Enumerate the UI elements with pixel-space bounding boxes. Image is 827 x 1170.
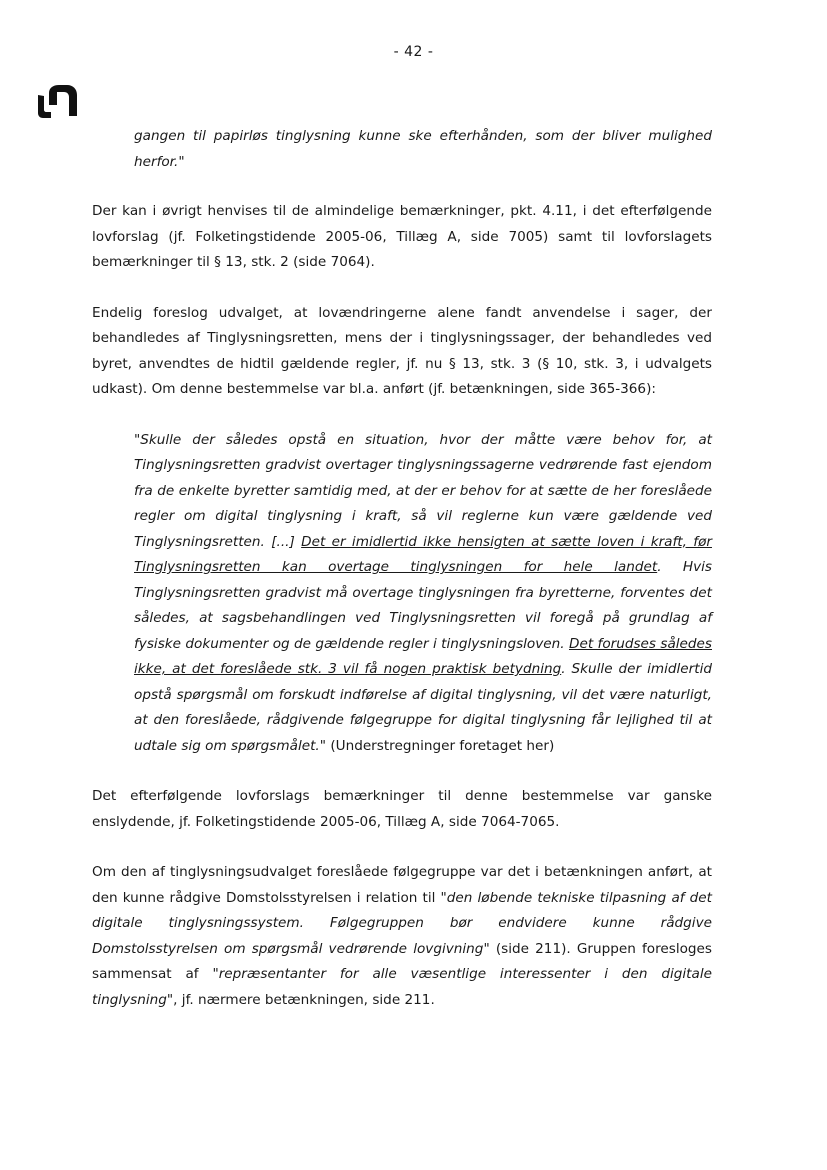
page-number: - 42 -: [393, 44, 434, 60]
document-body: [92, 124, 712, 1038]
paragraph-committee-proposal: Endelig foreslog udvalget, at lovændringerne alene fandt anvendelse i sager, der behandledes af Tinglysningsretten, mens der i tinglysningssager, der behandledes ved byret, anvendtes de hidtil gældende regler, jf. nu § 13, stk. 3 (§ 10, stk. 3, i udvalgets udkast). Om denne bestemmelse var bl.a. anført (jf. betænkningen, side 365-366):: [92, 304, 712, 397]
paragraph-follow-up-group: [92, 860, 712, 1013]
quote-underlined-2: Det forudses således ikke, at det foreslåede stk. 3 vil få nogen praktisk betydning: [134, 635, 712, 677]
para4-text-3: ", jf. nærmere betænkningen, side 211.: [166, 991, 435, 1008]
para4-quote-1: den løbende tekniske tilpasning af det digitale tinglysningssystem. Følgegruppen bør endvidere kunne rådgive Domstolsstyrelsen om spørgsmål vedrørende lovgivning: [92, 889, 713, 957]
quote-continuation: gangen til papirløs tinglysning kunne ske efterhånden, som der bliver mulighed herfor.": [134, 128, 712, 170]
block-quote-report: [92, 428, 712, 760]
para4-text-2: " (side 211). Gruppen foresloges sammensat af ": [92, 940, 712, 982]
quote-underlined-1: Det er imidlertid ikke hensigten at sætte loven i kraft, før Tinglysningsretten kan overtage tinglysningen for hele landet: [134, 533, 712, 575]
quote-close-note: " (Understregninger foretaget her): [319, 737, 555, 754]
document-logo-icon: [35, 83, 79, 119]
quote-text-2: . Hvis Tinglysningsretten gradvist må overtage tinglysningen fra byretterne, forventes det således, at sagsbehandlingen ved Tinglysningsretten vil foregå på grundlag af fysiske dokumenter og de gældende regler i tinglysningsloven.: [134, 559, 712, 652]
quote-text-1: Skulle der således opstå en situation, hvor der måtte være behov for, at Tinglysningsretten gradvist overtager tinglysningssagerne vedrørende fast ejendom fra de enkelte byretter samtidig med, at der er behov for at sætte de her foreslåede regler om digital tinglysning i kraft, så vil reglerne kun være gældende ved Tinglysningsretten. [...]: [134, 431, 712, 550]
para4-quote-2: repræsentanter for alle væsentlige interessenter i den digitale tinglysning: [92, 966, 712, 1008]
paragraph-references: Der kan i øvrigt henvises til de almindelige bemærkninger, pkt. 4.11, i det efterfølgende lovforslag (jf. Folketingstidende 2005-06, Tillæg A, side 7005) samt til lovforslagets bemærkninger til § 13, stk. 2 (side 7064).: [92, 203, 712, 270]
quote-text-3: . Skulle der imidlertid opstå spørgsmål om forskudt indførelse af digital tinglysning, vil det være naturligt, at den foreslåede, rådgivende følgegruppe for digital tinglysning får lejlighed til at udtale sig om spørgsmålet.: [134, 661, 712, 754]
paragraph-bill-remarks: Det efterfølgende lovforslags bemærkninger til denne bestemmelse var ganske enslydende, jf. Folketingstidende 2005-06, Tillæg A, side 7064-7065.: [92, 788, 712, 830]
para4-text-1: Om den af tinglysningsudvalget foreslåede følgegruppe var det i betænkningen anført, at den kunne rådgive Domstolsstyrelsen i relation til ": [92, 864, 712, 906]
quote-open-mark: ": [134, 431, 141, 448]
